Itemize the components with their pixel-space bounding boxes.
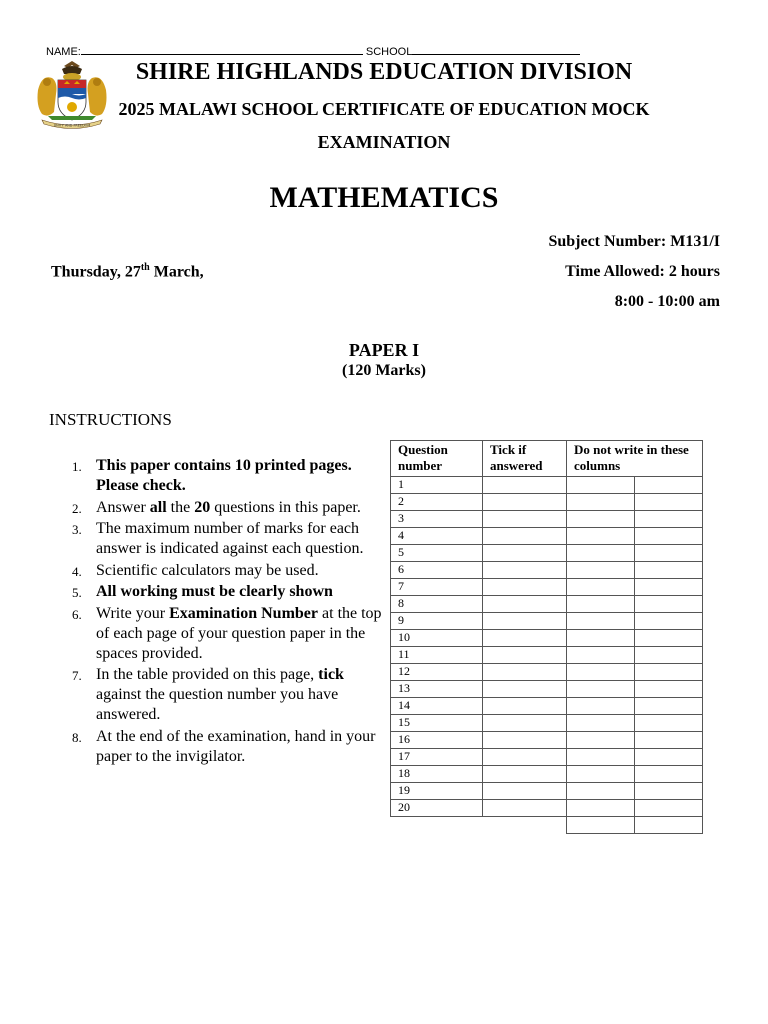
instruction-item (50, 456, 385, 496)
tick-cell[interactable] (483, 749, 567, 766)
tick-cell[interactable] (483, 766, 567, 783)
instruction-number: 1. (72, 459, 82, 474)
examiner-cell-a (567, 698, 635, 715)
table-row (391, 766, 703, 783)
table-row (391, 698, 703, 715)
examiner-cell-b (635, 477, 703, 494)
examiner-cell-b (635, 749, 703, 766)
instruction-number: 5. (72, 585, 82, 600)
examiner-cell-b (635, 545, 703, 562)
table-row (391, 715, 703, 732)
instruction-number: 3. (72, 522, 82, 537)
question-number-cell: 1 (391, 477, 483, 494)
question-number-cell: 9 (391, 613, 483, 630)
examiner-cell-b (635, 630, 703, 647)
examiner-cell-b (635, 800, 703, 817)
table-row (391, 579, 703, 596)
instruction-item (50, 727, 385, 767)
examiner-cell-b (635, 664, 703, 681)
question-number-cell: 11 (391, 647, 483, 664)
col-header-tick: Tick if answered (483, 441, 567, 477)
tick-cell[interactable] (483, 698, 567, 715)
examiner-cell-a (567, 596, 635, 613)
instruction-text: all (149, 498, 167, 516)
date-suffix: March, (149, 263, 204, 281)
examiner-cell-a (567, 766, 635, 783)
tick-cell[interactable] (483, 613, 567, 630)
examiner-cell-a (567, 511, 635, 528)
table-row (391, 596, 703, 613)
examiner-cell-a (567, 494, 635, 511)
question-number-cell: 12 (391, 664, 483, 681)
table-row (391, 562, 703, 579)
total-row (391, 817, 703, 834)
instruction-text: at the top of each page of your question paper in the spaces provided. (96, 604, 382, 662)
name-label: NAME: (46, 46, 81, 58)
instruction-item (50, 582, 385, 602)
instruction-number: 2. (72, 500, 82, 516)
question-number-cell: 15 (391, 715, 483, 732)
examiner-cell-b (635, 562, 703, 579)
table-row (391, 477, 703, 494)
instruction-text: This paper contains 10 printed pages. Please check. (96, 457, 352, 494)
tick-cell[interactable] (483, 511, 567, 528)
col-header-question-number: Question number (391, 441, 483, 477)
question-number-cell: 20 (391, 800, 483, 817)
examiner-cell-a (567, 732, 635, 749)
tick-cell[interactable] (483, 545, 567, 562)
question-number-cell: 4 (391, 528, 483, 545)
instruction-item (50, 561, 385, 581)
instruction-text: Answer (96, 498, 150, 516)
question-number-cell: 16 (391, 732, 483, 749)
examiner-cell-a (567, 630, 635, 647)
table-row (391, 681, 703, 698)
question-number-cell: 14 (391, 698, 483, 715)
examiner-cell-a (567, 613, 635, 630)
instruction-text: Examination Number (169, 604, 319, 622)
tick-cell[interactable] (483, 800, 567, 817)
examiner-cell-a (567, 783, 635, 800)
tick-cell[interactable] (483, 732, 567, 749)
instruction-text: At the end of the examination, hand in your paper to the invigilator. (96, 727, 376, 765)
exam-heading-line1: 2025 MALAWI SCHOOL CERTIFICATE OF EDUCATION MOCK (118, 99, 650, 119)
question-number-cell: 10 (391, 630, 483, 647)
time-allowed: Time Allowed: 2 hours (565, 263, 720, 280)
instruction-text: the (166, 498, 195, 516)
examiner-cell-a (567, 562, 635, 579)
question-number-cell: 7 (391, 579, 483, 596)
table-row (391, 783, 703, 800)
tick-cell[interactable] (483, 477, 567, 494)
tick-cell[interactable] (483, 528, 567, 545)
examiner-cell-b (635, 528, 703, 545)
instruction-text: All working must be clearly shown (96, 583, 333, 600)
subject-number: Subject Number: M131/I (548, 233, 720, 250)
school-blank[interactable] (412, 43, 580, 55)
examiner-cell-a (567, 477, 635, 494)
question-number-cell: 2 (391, 494, 483, 511)
instructions-list (50, 456, 385, 768)
examiner-cell-b (635, 647, 703, 664)
instruction-item (50, 519, 385, 559)
examiner-cell-b (635, 732, 703, 749)
date-prefix: Thursday, 27 (51, 263, 141, 281)
division-heading: SHIRE HIGHLANDS EDUCATION DIVISION (135, 59, 633, 85)
tick-cell[interactable] (483, 664, 567, 681)
question-number-cell: 8 (391, 596, 483, 613)
instruction-number: 8. (72, 729, 82, 745)
question-number-cell: 19 (391, 783, 483, 800)
question-number-cell: 5 (391, 545, 483, 562)
instruction-number: 4. (72, 563, 82, 579)
examiner-cell-b (635, 783, 703, 800)
instruction-item (50, 665, 385, 725)
examiner-cell-b (635, 613, 703, 630)
subject-title: MATHEMATICS (269, 181, 499, 214)
spacer-cell (391, 817, 483, 834)
question-number-cell: 6 (391, 562, 483, 579)
question-number-cell: 18 (391, 766, 483, 783)
instruction-text: Scientific calculators may be used. (96, 561, 319, 579)
question-number-cell: 17 (391, 749, 483, 766)
examiner-cell-a (567, 664, 635, 681)
table-row (391, 613, 703, 630)
instruction-text: 20 (194, 498, 211, 516)
crest-motto: UNITY AND FREEDOM (53, 123, 91, 128)
total-cell-a (567, 817, 635, 834)
exam-date (51, 262, 204, 281)
examiner-cell-a (567, 579, 635, 596)
examiner-cell-b (635, 494, 703, 511)
tick-cell[interactable] (483, 783, 567, 800)
table-row (391, 630, 703, 647)
tick-cell[interactable] (483, 494, 567, 511)
name-school-line (46, 43, 580, 58)
instruction-text: Write your (96, 604, 170, 622)
examiner-cell-b (635, 579, 703, 596)
examiner-cell-b (635, 766, 703, 783)
examiner-cell-b (635, 511, 703, 528)
tick-cell[interactable] (483, 562, 567, 579)
question-number-cell: 3 (391, 511, 483, 528)
col-header-do-not-write: Do not write in these columns (567, 441, 703, 477)
tick-cell[interactable] (483, 647, 567, 664)
time-range: 8:00 - 10:00 am (614, 293, 720, 310)
total-cell-b (635, 817, 703, 834)
table-row (391, 647, 703, 664)
instruction-text: against the question number you have answered. (96, 686, 339, 723)
table-row (391, 545, 703, 562)
examiner-cell-b (635, 698, 703, 715)
examiner-cell-a (567, 800, 635, 817)
exam-heading-line2: EXAMINATION (317, 132, 451, 152)
table-row (391, 528, 703, 545)
tick-cell[interactable] (483, 579, 567, 596)
instruction-number: 6. (72, 606, 82, 622)
date-sup: th (140, 262, 150, 273)
name-blank[interactable] (81, 43, 363, 55)
instruction-item (50, 604, 385, 664)
tick-cell[interactable] (483, 596, 567, 613)
question-tick-table (390, 440, 703, 834)
instruction-text: questions in this paper. (210, 498, 361, 516)
table-row (391, 494, 703, 511)
table-row (391, 732, 703, 749)
table-row (391, 664, 703, 681)
instruction-text: The maximum number of marks for each answer is indicated against each question. (96, 520, 364, 557)
question-number-cell: 13 (391, 681, 483, 698)
instruction-text: In the table provided on this page, (96, 666, 319, 683)
table-row (391, 800, 703, 817)
table-row (391, 749, 703, 766)
instruction-text: tick (318, 666, 344, 683)
instruction-item (50, 498, 385, 518)
examiner-cell-b (635, 715, 703, 732)
tick-cell[interactable] (483, 715, 567, 732)
examiner-cell-a (567, 647, 635, 664)
examiner-cell-b (635, 596, 703, 613)
spacer-cell (483, 817, 567, 834)
examiner-cell-a (567, 545, 635, 562)
tick-cell[interactable] (483, 681, 567, 698)
examiner-cell-b (635, 681, 703, 698)
tick-cell[interactable] (483, 630, 567, 647)
examiner-cell-a (567, 715, 635, 732)
school-label: SCHOOL (365, 46, 413, 58)
examiner-cell-a (567, 681, 635, 698)
instruction-number: 7. (72, 668, 82, 683)
paper-title: PAPER I (348, 340, 420, 360)
table-row (391, 511, 703, 528)
instructions-heading: INSTRUCTIONS (49, 410, 172, 429)
examiner-cell-a (567, 749, 635, 766)
examiner-cell-a (567, 528, 635, 545)
paper-marks: (120 Marks) (342, 362, 426, 379)
